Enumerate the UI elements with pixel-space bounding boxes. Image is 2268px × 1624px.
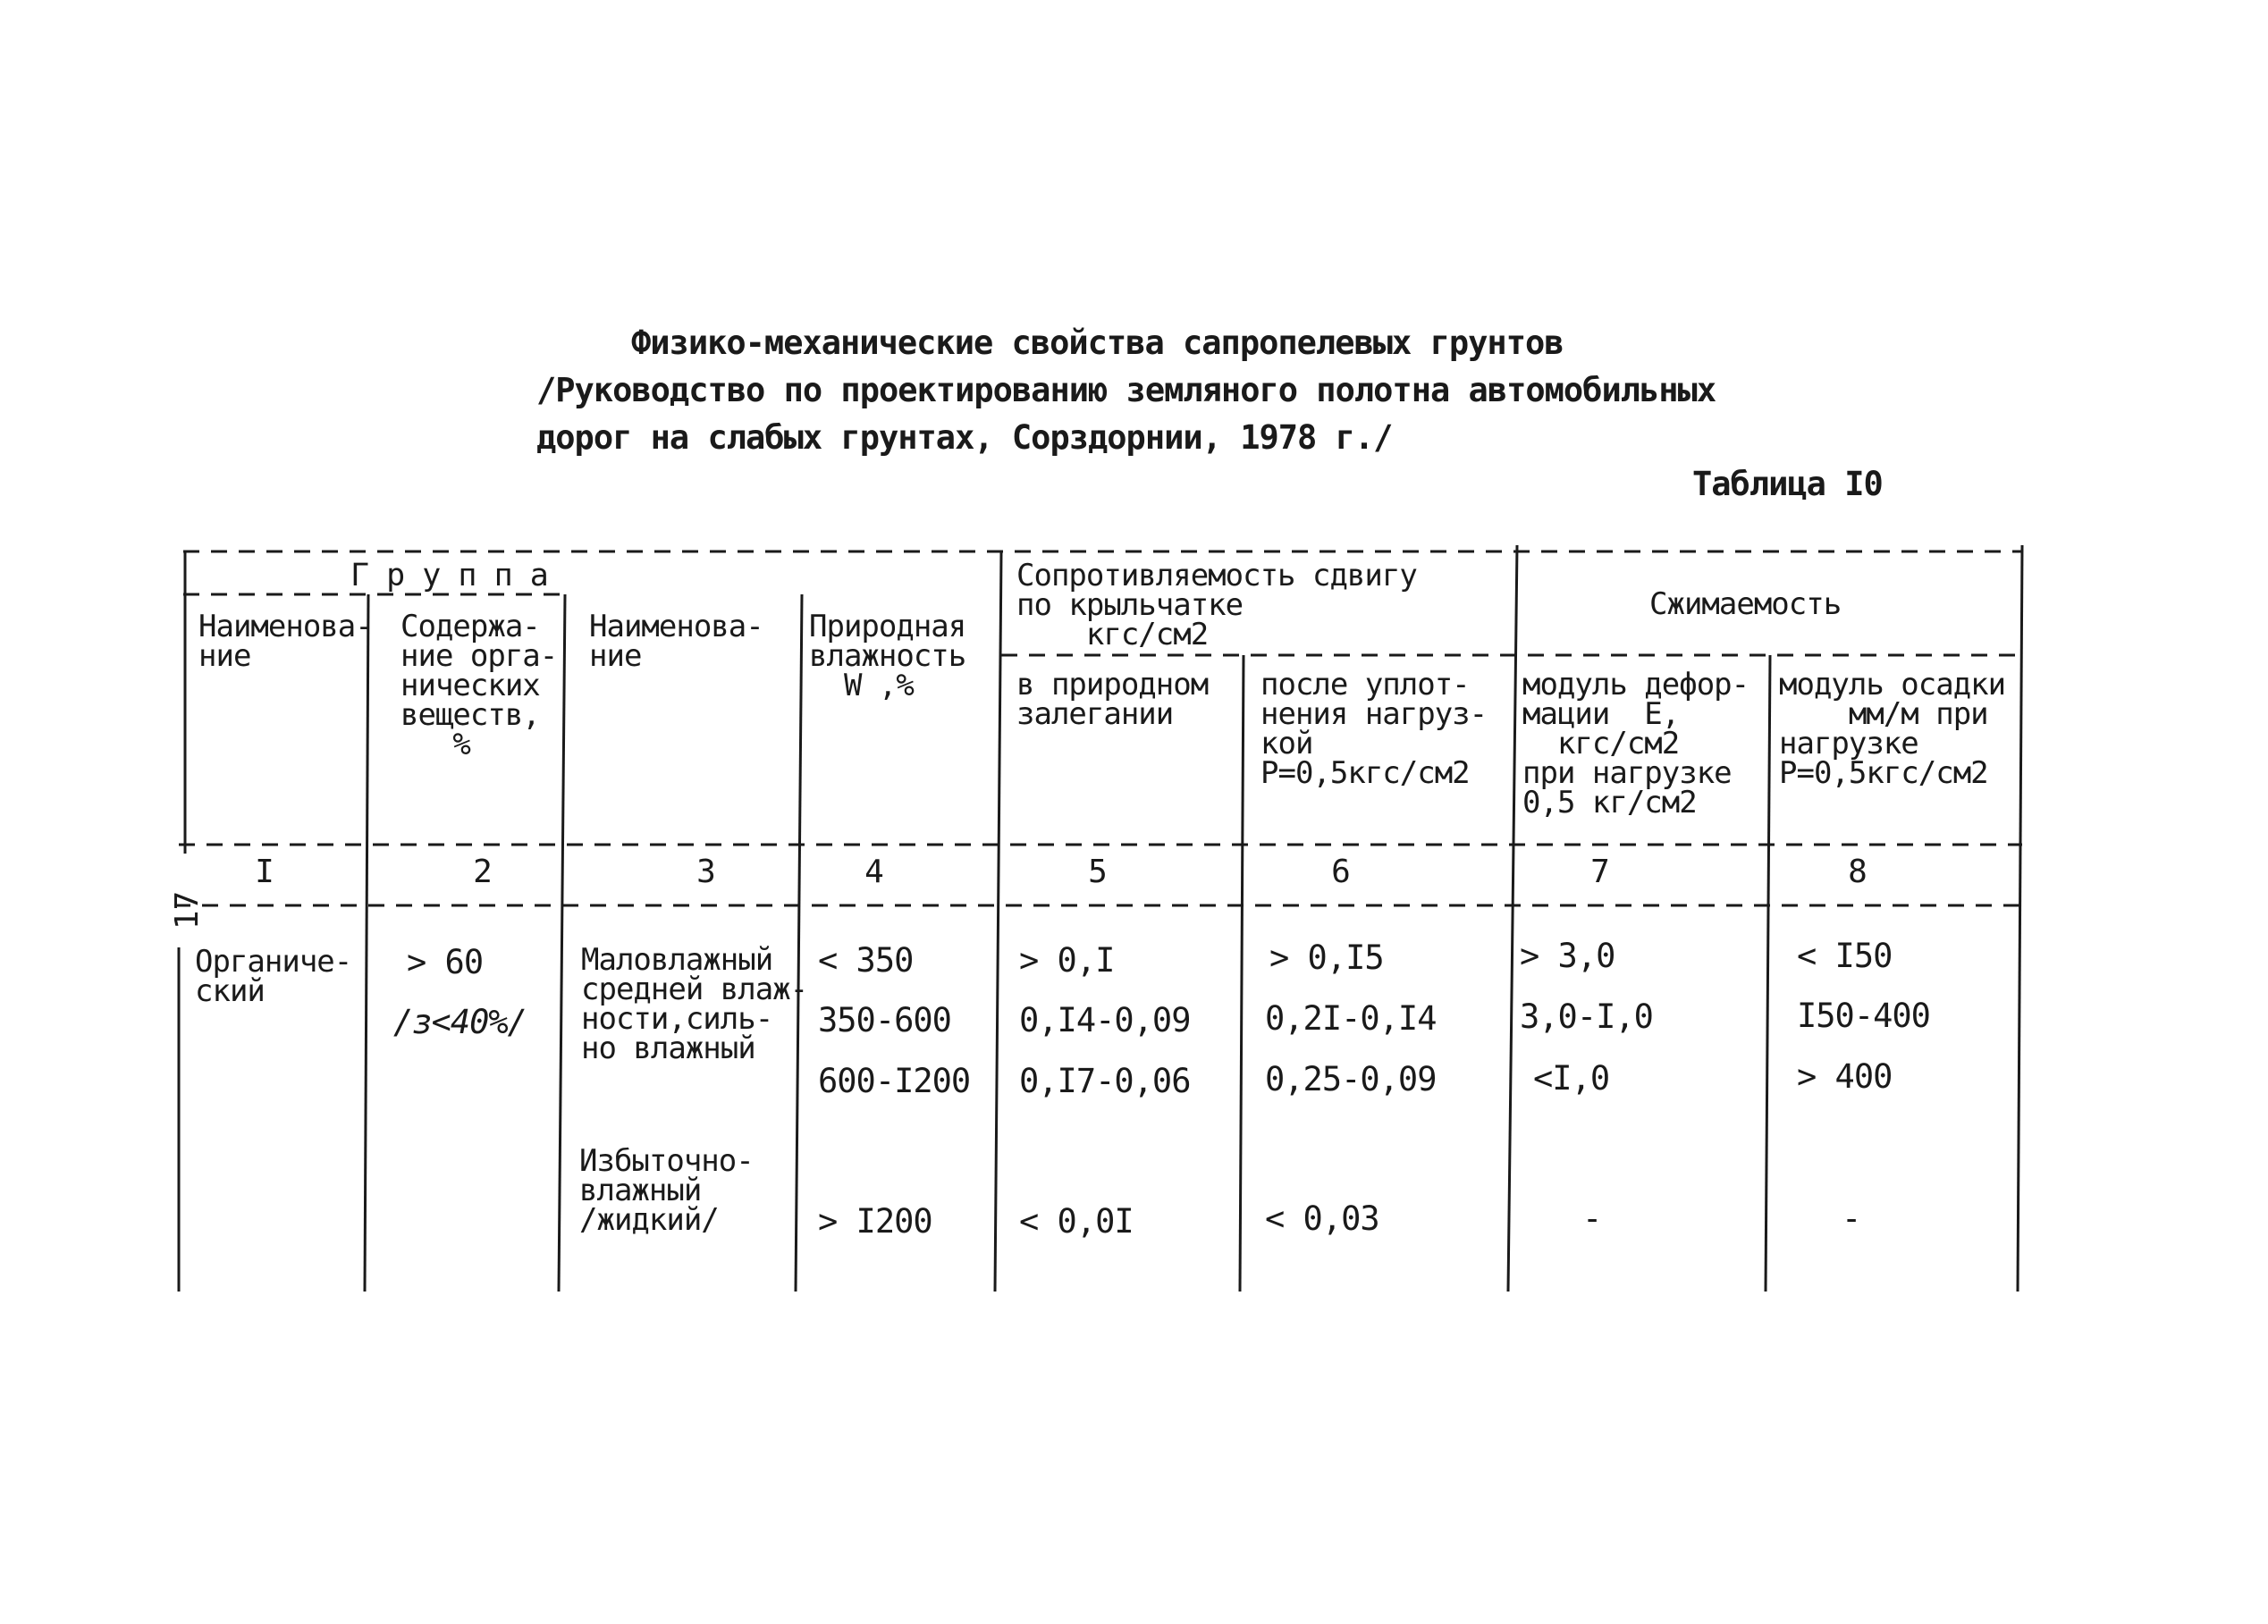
table-cell-deformation-row3: <I,0: [1533, 1059, 1610, 1098]
document-title: Физико-механические свойства сапропелевых грунтов: [631, 324, 1564, 362]
margin-page-number: 17: [169, 890, 207, 930]
table-cell-shear-compacted-row2: 0,2I-0,I4: [1265, 999, 1437, 1038]
table-cell-shear-compacted-row4: < 0,03: [1265, 1199, 1379, 1238]
table-label: Таблица I0: [1692, 465, 1883, 503]
table-cell-settlement-row2: I50-400: [1797, 997, 1930, 1035]
table-cell-shear-compacted-row3: 0,25-0,09: [1265, 1060, 1437, 1098]
organic-content-note-cell: /з<40%/: [393, 1003, 527, 1041]
col-number-7: 7: [1590, 854, 1610, 890]
table-cell-settlement-row4: -: [1842, 1199, 1861, 1238]
col-header-3: Наименова- ние: [589, 609, 763, 674]
col-header-4: Природная влажность W ,%: [809, 609, 966, 703]
compressibility-header: Сжимаемость: [1649, 586, 1842, 622]
source-citation-line-1: /Руководство по проектированию земляного полотна автомобильных: [536, 371, 1716, 409]
col-header-1: Наименова- ние: [198, 609, 373, 674]
table-cell-settlement-row3: > 400: [1797, 1057, 1893, 1096]
col-header-7: модуль дефор- мации Е, кгс/см2 при нагрузке 0,5 кг/см2: [1522, 667, 1749, 820]
table-cell-settlement-row1: < I50: [1797, 937, 1893, 975]
col-header-8: модуль осадки мм/м при нагрузке Р=0,5кгс/см2: [1779, 667, 2006, 791]
col-number-3: 3: [696, 854, 716, 890]
col-header-2: Содержа- ние орга- нических веществ, %: [400, 609, 558, 762]
moisture-name-cell-2: Избыточно- влажный /жидкий/: [579, 1143, 754, 1238]
col-number-6: 6: [1331, 854, 1351, 890]
table-cell-shear-natural-row4: < 0,0I: [1019, 1202, 1134, 1241]
col-number-8: 8: [1848, 854, 1868, 890]
table-cell-shear-natural-row2: 0,I4-0,09: [1019, 1001, 1191, 1039]
table-cell-shear-natural-row3: 0,I7-0,06: [1019, 1062, 1191, 1100]
col-number-1: I: [255, 854, 274, 890]
group-header: Г р у п п а: [350, 558, 548, 593]
col-number-5: 5: [1088, 854, 1108, 890]
table-cell-w-row2: 350-600: [818, 1001, 951, 1039]
table-cell-w-row1: < 350: [818, 941, 914, 980]
moisture-name-cell-1: Маловлажный средней влаж- ности,силь- но влажный: [581, 942, 808, 1066]
organic-content-cell: > 60: [407, 943, 484, 981]
table-cell-deformation-row4: -: [1582, 1199, 1602, 1238]
table-cell-shear-compacted-row1: > 0,I5: [1269, 938, 1384, 977]
table-cell-w-row4: > I200: [818, 1202, 932, 1241]
source-citation-line-2: дорог на слабых грунтах, Сорздорнии, 1978 г./: [536, 418, 1393, 457]
col-header-5: в природном залегании: [1016, 667, 1209, 732]
table-cell-shear-natural-row1: > 0,I: [1019, 941, 1115, 980]
col-number-4: 4: [864, 854, 884, 890]
group-name-cell: Органиче- ский: [195, 944, 352, 1009]
table-cell-deformation-row1: > 3,0: [1520, 937, 1615, 975]
col-header-6: после уплот- нения нагруз- кой Р=0,5кгс/см2: [1260, 667, 1488, 791]
shear-resistance-header: Сопротивляемость сдвигу по крыльчатке кгс/см2: [1016, 558, 1417, 652]
table-cell-w-row3: 600-I200: [818, 1062, 971, 1100]
table-cell-deformation-row2: 3,0-I,0: [1520, 997, 1653, 1036]
col-number-2: 2: [473, 854, 493, 890]
